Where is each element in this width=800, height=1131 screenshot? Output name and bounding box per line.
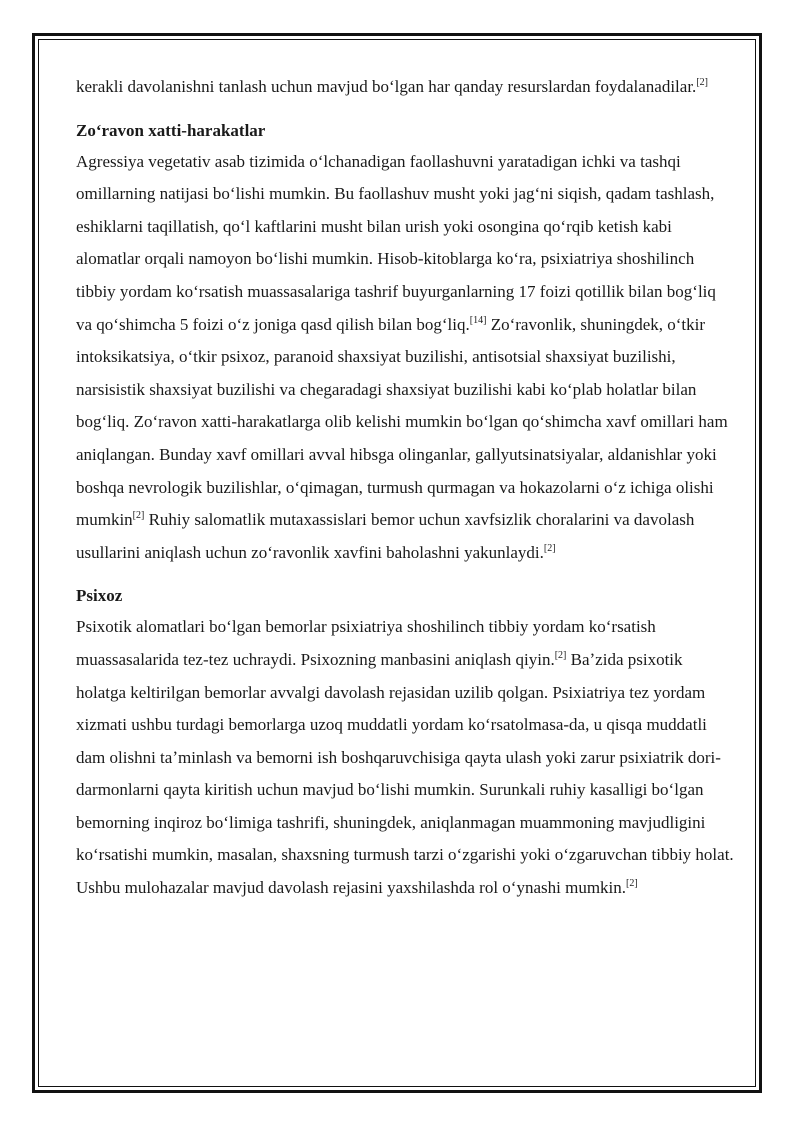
reference-link[interactable]: [14]: [469, 314, 487, 326]
paragraph-violent-behavior: [76, 146, 736, 570]
reference-link[interactable]: [2]: [626, 878, 638, 890]
paragraph-text: Ruhiy salomatlik mutaxassislari bemor uchun xavfsizlik choralarini va davolash usullarini aniqlash uchun zoʻravonlik xavfini baholashni yakunlaydi.: [76, 510, 695, 562]
section-heading-violent-behavior: Zoʻravon xatti-harakatlar: [76, 120, 266, 140]
paragraph-psychosis: [76, 611, 736, 904]
paragraph-text: kerakli davolanishni tanlash uchun mavjud boʻlgan har qanday resurslardan foydalanadilar.: [76, 77, 697, 96]
section-heading-psychosis: Psixoz: [76, 586, 123, 606]
document-body: [76, 71, 736, 905]
paragraph-intro: [76, 71, 736, 104]
reference-link[interactable]: [2]: [132, 510, 145, 522]
reference-link[interactable]: [2]: [696, 77, 708, 88]
paragraph-text: Zoʻravonlik, shuningdek, oʻtkir intoksikatsiya, oʻtkir psixoz, paranoid shaxsiyat buzilishi, antisotsial shaxsiyat buzilishi, narsisistik shaxsiyat buzilishi va chegaradagi shaxsiyat buzilishi kabi koʻplab holatlar bilan bogʻliq. Zoʻravon xatti-harakatlarga olib kelishi mumkin boʻlgan qoʻshimcha xavf omillari ham aniqlangan. Bunday xavf omillari avval hibsga olinganlar, gallyutsinatsiyalar, aldanishlar yoki boshqa nevrologik buzilishlar, oʻqimagan, turmush qurmagan va hokazolarni oʻz ichiga olishi mumkin: [76, 314, 728, 530]
paragraph-text: Psixotik alomatlari boʻlgan bemorlar psixiatriya shoshilinch tibbiy yordam koʻrsatish muassasalarida tez-tez uchraydi. Psixozning manbasini aniqlash qiyin.: [76, 617, 656, 669]
paragraph-text: Agressiya vegetativ asab tizimida oʻlchanadigan faollashuvni yaratadigan ichki va tashqi omillarning natijasi boʻlishi mumkin. Bu faollashuv musht yoki jagʻni siqish, qadam tashlash, eshiklarni taqillatish, qoʻl kaftlarini musht bilan urish yoki osongina qoʻrqib ketish kabi alomatlar orqali namoyon boʻlishi mumkin. Hisob-kitoblarga koʻra, psixiatriya shoshilinch tibbiy yordam koʻrsatish muassasalariga tashrif buyurganlarning 17 foizi qotillik bilan bogʻliq va qoʻshimcha 5 foizi oʻz joniga qasd qilish bilan bogʻliq.: [76, 151, 716, 334]
reference-link[interactable]: [2]: [554, 649, 567, 661]
paragraph-text: Baʼzida psixotik holatga keltirilgan bemorlar avvalgi davolash rejasidan uzilib qolgan. Psixiatriya tez yordam xizmati ushbu turdagi bemorlarga uzoq muddatli yordam koʻrsatolmasa-da, u qisqa muddatli dam olishni taʼminlash va bemorni ish boshqaruvchisiga qayta ulash yoki zarur psixiatrik dori-darmonlarni qayta kiritish uchun mavjud boʻlishi mumkin. Surunkali ruhiy kasalligi boʻlgan bemorning inqiroz boʻlimiga tashrifi, shuningdek, aniqlanmagan muammoning mavjudligini koʻrsatishi mumkin, masalan, shaxsning turmush tarzi oʻzgarishi yoki oʻzgaruvchan tibbiy holat. Ushbu mulohazalar mavjud davolash rejasini yaxshilashda rol oʻynashi mumkin.: [76, 649, 734, 898]
reference-link[interactable]: [2]: [543, 542, 556, 554]
